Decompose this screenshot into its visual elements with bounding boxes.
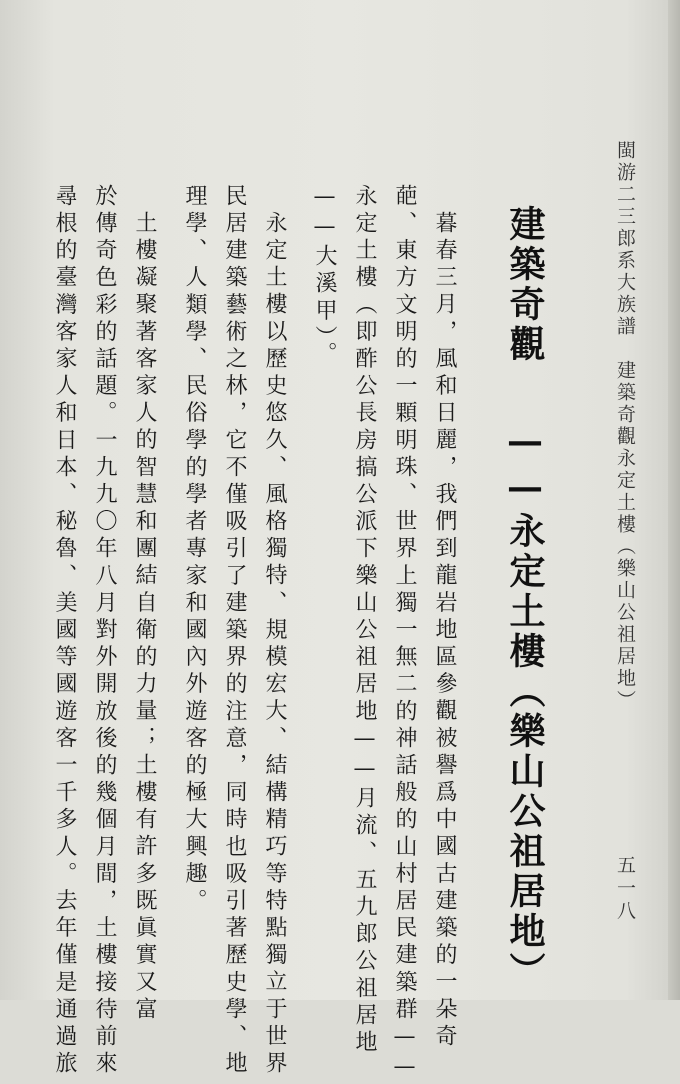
running-header: 閩游二三郎系大族譜 建築奇觀永定土樓（樂山公祖居地）: [614, 140, 636, 712]
body-column-2: 葩、東方文明的一顆明珠、世界上獨一無二的神話般的山村居民建築群——: [392, 184, 417, 1084]
page-edge: [668, 0, 680, 1000]
page-number: 五一八: [614, 855, 636, 924]
body-column-1: 暮春三月，風和日麗，我們到龍岩地區參觀被譽爲中國古建築的一朵奇: [432, 211, 457, 1052]
body-column-7: 理學、人類學、民俗學的學者專家和國內外遊客的極大興趣。: [182, 184, 207, 916]
body-column-3: 永定土樓（即酢公長房搞公派下樂山公祖居地——月流、五九郎公祖居地: [352, 184, 377, 1058]
body-column-5: 永定土樓以歷史悠久、風格獨特、規模宏大、結構精巧等特點獨立于世界: [262, 211, 287, 1079]
article-subtitle: ——永定土樓（樂山公祖居地）: [504, 420, 546, 992]
body-column-4: ——大溪甲）。: [312, 184, 337, 369]
body-column-10: 尋根的臺灣客家人和日本、秘魯、美國等國遊客一千多人。去年僅是通過旅: [52, 184, 77, 1079]
body-column-6: 民居建築藝術之林，它不僅吸引了建築界的注意，同時也吸引著歷史學、地: [222, 184, 247, 1079]
article-title: 建築奇觀: [504, 205, 546, 365]
body-column-8: 土樓凝聚著客家人的智慧和團結自衛的力量；土樓有許多既眞實又富: [132, 211, 157, 1024]
body-column-9: 於傳奇色彩的話題。一九九〇年八月對外開放後的幾個月間，土樓接待前來: [92, 184, 117, 1079]
